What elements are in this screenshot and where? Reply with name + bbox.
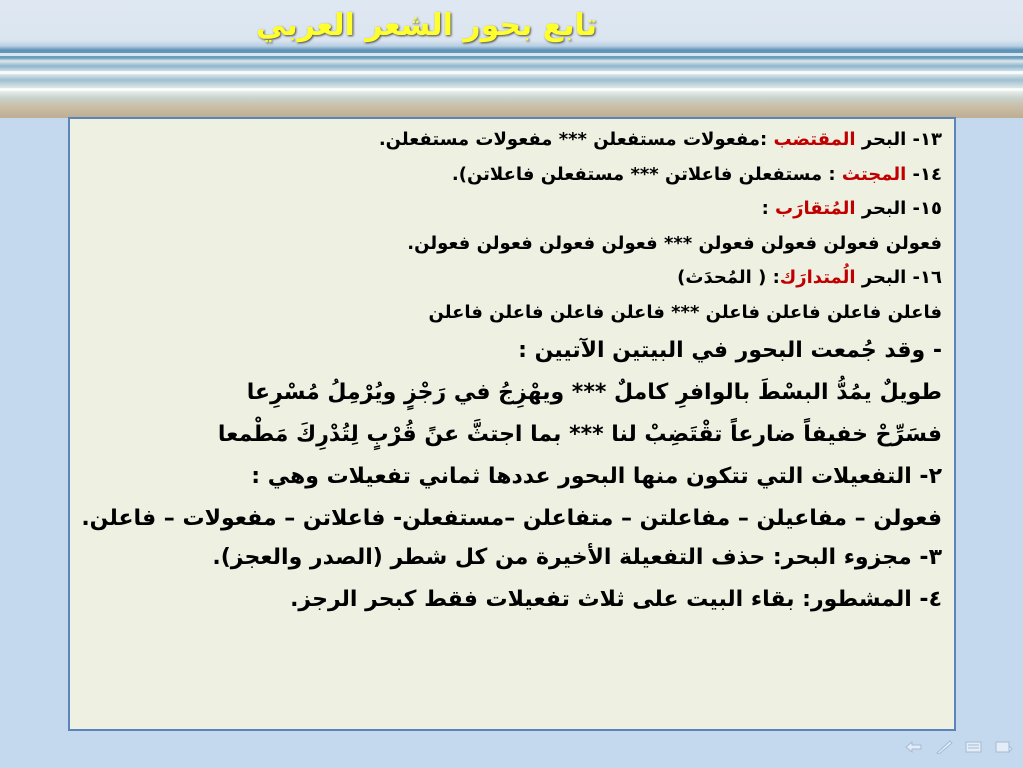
slide-list-icon[interactable] (965, 740, 983, 754)
text-line (78, 123, 942, 158)
line-text: ١٤- (906, 163, 942, 185)
line-text: طويلٌ يمُدُّ البسْطَ بالوافرِ كاملٌ *** ويهْزِجُ في رَجْزٍ ويُرْمِلُ مُسْرِعا (246, 380, 942, 405)
text-line (78, 330, 942, 372)
line-text: فاعلن فاعلن فاعلن فاعلن *** فاعلن فاعلن فاعلن فاعلن (428, 301, 942, 323)
line-text: : (761, 198, 776, 219)
line-text: ٢- التفعيلات التي تتكون منها البحور عددها ثماني تفعيلات وهي : (251, 464, 942, 489)
text-line (78, 498, 942, 537)
wave-foam (0, 53, 1023, 56)
line-text: :مفعولات مستفعلن *** مفعولات مستفعلن. (378, 129, 774, 150)
line-text: فعولن فعولن فعولن فعولن *** فعولن فعولن فعولن فعولن. (407, 232, 942, 254)
text-line (78, 261, 942, 296)
content-box (68, 117, 956, 731)
back-arrow-icon[interactable] (905, 740, 923, 754)
pen-icon[interactable] (935, 740, 953, 754)
line-text: ١٥- البحر (855, 198, 942, 219)
text-line (78, 192, 942, 227)
text-line (78, 227, 942, 262)
text-line (78, 372, 942, 414)
line-text: ١٣- البحر (855, 129, 942, 150)
line-text: ١٦- البحر (855, 267, 942, 288)
meter-name: الُمتدارَك (779, 267, 856, 288)
meter-name: المجتث (841, 163, 907, 185)
line-text: : ( المُحدَث) (677, 267, 780, 288)
text-line (78, 414, 942, 456)
line-text: ٤- المشطور: بقاء البيت على ثلاث تفعيلات فقط كبحر الرجز. (290, 587, 942, 612)
text-line (78, 296, 942, 331)
slide-title: تابع بحور الشعر العربي (255, 8, 597, 43)
text-line (78, 579, 942, 621)
menu-icon[interactable] (995, 740, 1013, 754)
line-text: فسَرِّحْ خفيفاً ضارعاً تقْتَضِبْ لنا *** بما اجتثَّ عنً قُرْبٍ لِتُدْرِكَ مَطْمعا (217, 422, 942, 447)
meter-name: المُتقارَب (775, 198, 856, 219)
line-text: فعولن – مفاعيلن – مفاعلتن – متفاعلن –مستفعلن- فاعلاتن – مفعولات – فاعلن. (81, 506, 942, 531)
text-line (78, 537, 942, 579)
text-lines (78, 123, 942, 621)
line-text: : مستفعلن فاعلاتن *** مستفعلن فاعلاتن). (451, 163, 842, 185)
line-text: - وقد جُمعت البحور في البيتين الآتيين : (518, 338, 942, 363)
text-line (78, 456, 942, 498)
meter-name: المقتضب (773, 129, 856, 150)
line-text: ٣- مجزوء البحر: حذف التفعيلة الأخيرة من كل شطر (الصدر والعجز). (212, 545, 942, 570)
wave-foam (0, 88, 1023, 91)
slide-nav (905, 740, 1013, 754)
text-line (78, 158, 942, 193)
wave-foam (0, 71, 1023, 74)
